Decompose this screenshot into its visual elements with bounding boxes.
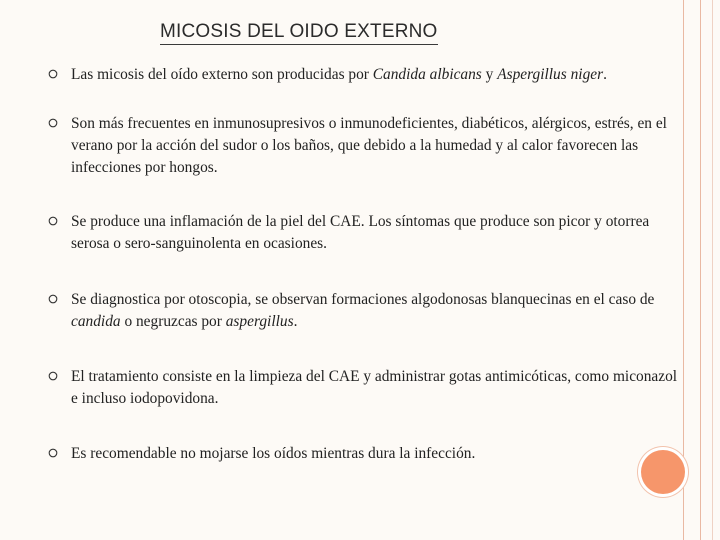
bullet-text: El tratamiento consiste en la limpieza del CAE y administrar gotas antimicóticas, como miconazol e incluso iodopovidona. — [71, 368, 678, 407]
bullet-item-causes — [71, 64, 683, 86]
bullet-item-treatment — [71, 366, 683, 410]
bullet-text: y — [481, 66, 498, 83]
hollow-circle-bullet-icon — [48, 216, 58, 226]
bullet-text: Las micosis del oído externo son producidas por — [71, 66, 373, 83]
hollow-circle-bullet-icon — [48, 118, 58, 128]
bullet-item-symptoms — [71, 211, 683, 255]
bullet-italic-term: Aspergillus niger — [497, 66, 604, 83]
bullet-italic-term: candida — [71, 313, 121, 330]
bullet-italic-term: aspergillus — [225, 313, 294, 330]
hollow-circle-bullet-icon — [48, 448, 58, 458]
bullet-item-risk-factors — [71, 113, 683, 179]
slide-title: MICOSIS DEL OIDO EXTERNO — [160, 21, 438, 45]
hollow-circle-bullet-icon — [48, 294, 58, 304]
bullet-text: . — [293, 313, 298, 330]
bullet-text: Se produce una inflamación de la piel del CAE. Los síntomas que produce son picor y otorrea serosa o sero-sanguinolenta en ocasiones. — [71, 213, 650, 252]
bullet-text: Es recomendable no mojarse los oídos mientras dura la infección. — [71, 445, 476, 462]
hollow-circle-bullet-icon — [48, 69, 58, 79]
bullet-text: . — [603, 66, 607, 83]
bullet-item-recommendation — [71, 443, 683, 465]
bullet-text: Se diagnostica por otoscopia, se observan formaciones algodonosas blanquecinas en el caso de — [71, 291, 655, 308]
bullet-text: o negruzcas por — [120, 313, 226, 330]
bullet-item-diagnosis — [71, 289, 683, 333]
bullet-text: Son más frecuentes en inmunosupresivos o inmunodeficientes, diabéticos, alérgicos, estrés, en el verano por la acción del sudor o los baños, que debido a la humedad y al calor favorecen las infecciones por hongos. — [71, 115, 667, 176]
hollow-circle-bullet-icon — [48, 371, 58, 381]
bullet-italic-term: Candida albicans — [372, 66, 482, 83]
